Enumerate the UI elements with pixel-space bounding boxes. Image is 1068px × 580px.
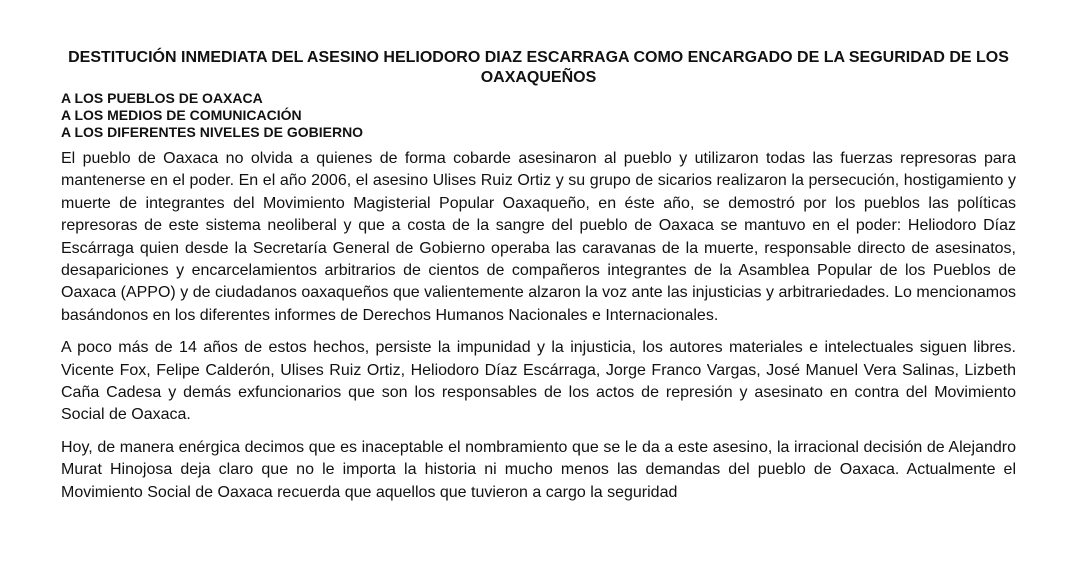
- paragraph-2: A poco más de 14 años de estos hechos, persiste la impunidad y la injusticia, los autores materiales e intelectuales siguen libres. Vicente Fox, Felipe Calderón, Ulises Ruiz Ortiz, Heliodoro Díaz Escárraga, Jorge Franco Vargas, José Manuel Vera Salinas, Lizbeth Caña Cadesa y demás exfuncionarios que son los responsables de los actos de represión y asesinato en contra del Movimiento Social de Oaxaca.: [61, 339, 1016, 424]
- salutation-block: [61, 90, 1016, 141]
- salutation-gobierno: A LOS DIFERENTES NIVELES DE GOBIERNO: [61, 124, 364, 140]
- salutation-medios: A LOS MEDIOS DE COMUNICACIÓN: [61, 107, 302, 123]
- paragraph-1: El pueblo de Oaxaca no olvida a quienes de forma cobarde asesinaron al pueblo y utilizaron todas las fuerzas represoras para mantenerse en el poder. En el año 2006, el asesino Ulises Ruiz Ortiz y su grupo de sicarios realizaron la persecución, hostigamiento y muerte de integrantes del Movimiento Magisterial Popular Oaxaqueño, en éste año, se demostró por los pueblos las políticas represoras de este sistema neoliberal y que a costa de la sangre del pueblo de Oaxaca se mantuvo en el poder: Heliodoro Díaz Escárraga quien desde la Secretaría General de Gobierno operaba las caravanas de la muerte, responsable directo de asesinatos, desapariciones y encarcelamientos arbitrarios de cientos de compañeros integrantes de la Asamblea Popular de los Pueblos de Oaxaca (APPO) y de ciudadanos oaxaqueños que valientemente alzaron la voz ante las injusticias y arbitrariedades. Lo mencionamos basándonos en los diferentes informes de Derechos Humanos Nacionales e Internacionales.: [61, 150, 1016, 324]
- salutation-pueblos: A LOS PUEBLOS DE OAXACA: [61, 90, 263, 106]
- document-page: [61, 48, 1016, 504]
- paragraph-3: Hoy, de manera enérgica decimos que es inaceptable el nombramiento que se le da a este asesino, la irracional decisión de Alejandro Murat Hinojosa deja claro que no le importa la historia ni mucho menos las demandas del pueblo de Oaxaca. Actualmente el Movimiento Social de Oaxaca recuerda que aquellos que tuvieron a cargo la seguridad: [61, 438, 1016, 501]
- document-title: DESTITUCIÓN INMEDIATA DEL ASESINO HELIODORO DIAZ ESCARRAGA COMO ENCARGADO DE LA SEGURIDAD DE LOS OAXAQUEÑOS: [68, 49, 1009, 86]
